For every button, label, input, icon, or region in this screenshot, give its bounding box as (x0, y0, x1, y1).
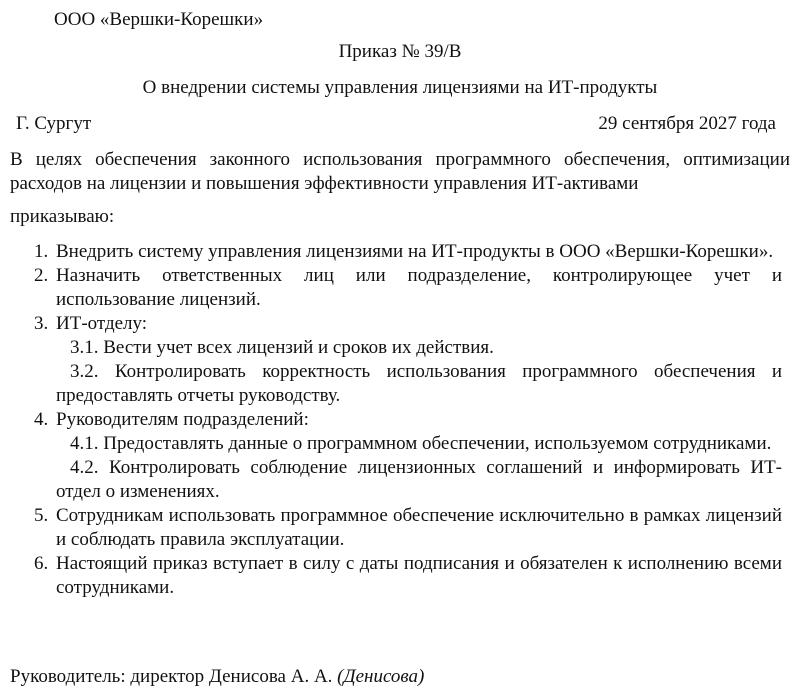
order-number: Приказ № 39/В (338, 41, 462, 62)
order-word: приказываю: (10, 206, 115, 227)
list-item (10, 240, 782, 264)
item-text: Контролировать корректность использования программного обеспечения и предоставлять отчеты руководству. (56, 361, 783, 406)
city: Г. Сургут (16, 113, 92, 134)
item-number: 3.1. (70, 337, 99, 358)
list-item (10, 264, 782, 312)
list-item (10, 360, 782, 408)
item-number: 4.1. (70, 433, 99, 454)
list-item (10, 552, 782, 600)
list-item (10, 312, 782, 336)
order-date: 29 сентября 2027 года (598, 113, 776, 134)
item-number: 2. (34, 265, 49, 286)
item-text: Сотрудникам использовать программное обеспечение исключительно в рамках лицензий и соблюдать правила эксплуатации. (56, 505, 782, 550)
list-item (10, 408, 782, 432)
list-item (10, 456, 782, 504)
list-item (10, 432, 782, 456)
order-title: О внедрении системы управления лицензиями на ИТ-продукты (142, 77, 658, 98)
item-text: ИТ-отделу: (56, 313, 148, 334)
item-number: 5. (34, 505, 49, 526)
item-text: Контролировать соблюдение лицензионных соглашений и информировать ИТ-отдел о изменениях. (56, 457, 782, 502)
list-item (10, 336, 782, 360)
signature-line (10, 665, 424, 689)
signature-label: Руководитель: директор Денисова А. А. (10, 666, 333, 687)
list-item (10, 504, 782, 552)
item-number: 6. (34, 553, 49, 574)
item-text: Предоставлять данные о программном обеспечении, используемом сотрудниками. (103, 433, 772, 454)
item-text: Настоящий приказ вступает в силу с даты подписания и обязателен к исполнению всеми сотрудниками. (56, 553, 782, 598)
item-number: 4. (34, 409, 49, 430)
organization-name: ООО «Вершки-Корешки» (54, 9, 264, 30)
item-number: 4.2. (70, 457, 99, 478)
item-number: 3.2. (70, 361, 99, 382)
item-number: 1. (34, 241, 49, 262)
item-text: Вести учет всех лицензий и сроков их действия. (103, 337, 494, 358)
item-number: 3. (34, 313, 49, 334)
item-text: Внедрить систему управления лицензиями на ИТ-продукты в ООО «Вершки-Корешки». (56, 241, 774, 262)
item-text: Назначить ответственных лиц или подразделение, контролирующее учет и использование лицензий. (56, 265, 782, 310)
order-items-list (10, 240, 782, 600)
item-text: Руководителям подразделений: (56, 409, 309, 430)
handwritten-signature: (Денисова) (337, 666, 425, 687)
preamble: В целях обеспечения законного использования программного обеспечения, оптимизации расходов на лицензии и повышения эффективности управления ИТ-активами (10, 149, 790, 194)
